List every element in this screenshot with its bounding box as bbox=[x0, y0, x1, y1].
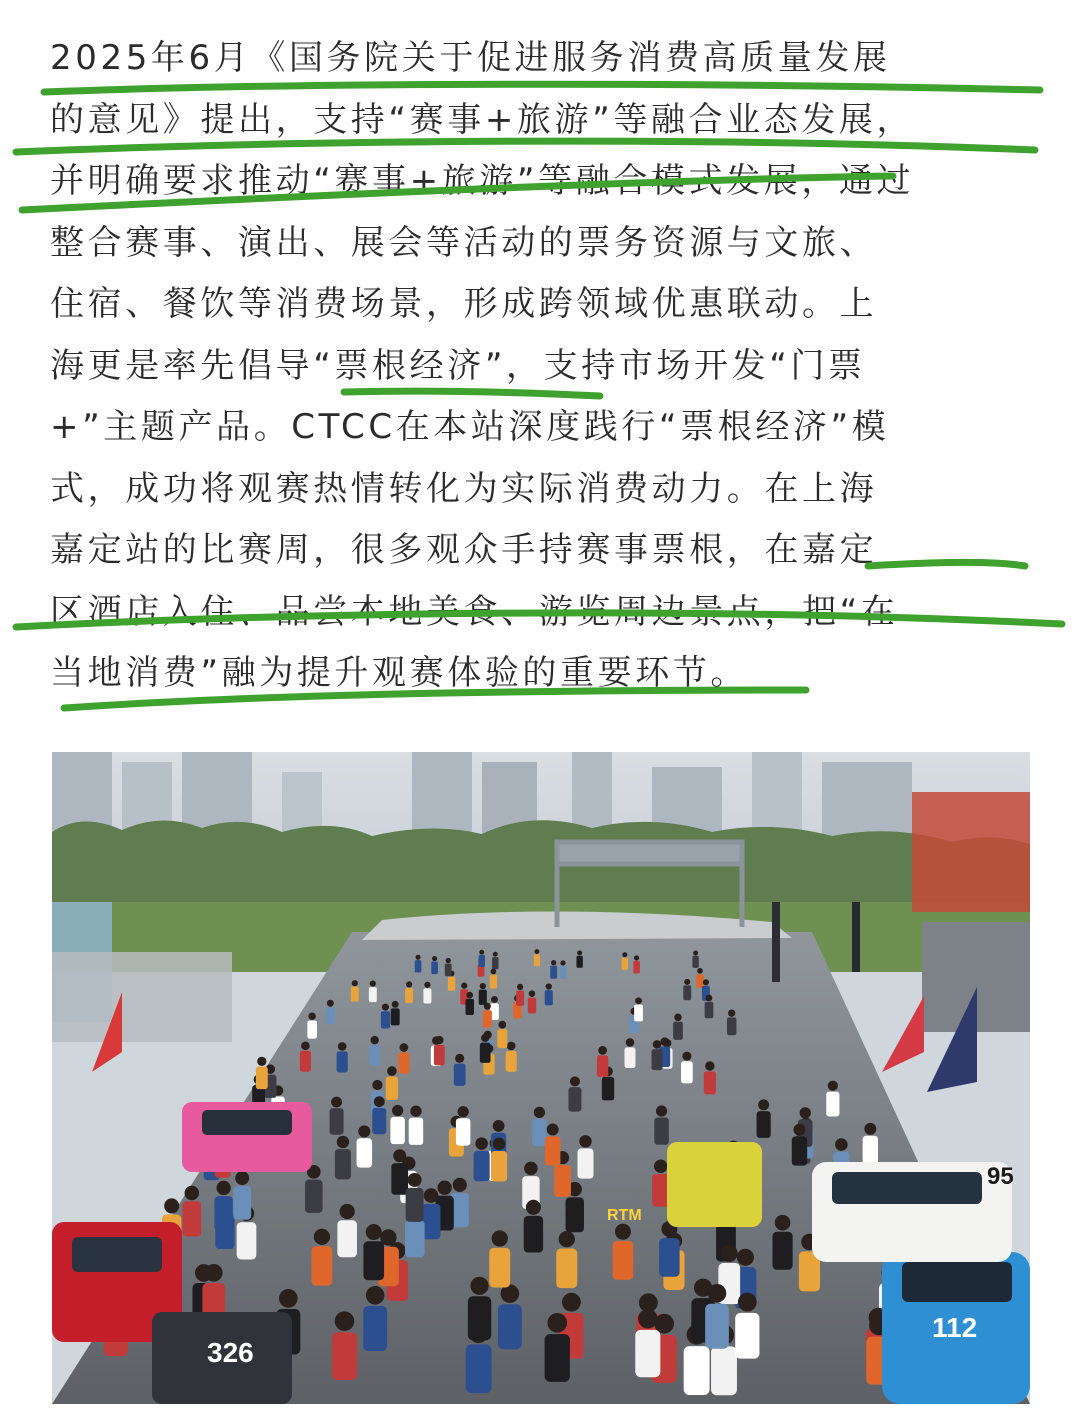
spectator-body bbox=[491, 1151, 507, 1181]
spectator-head bbox=[577, 950, 582, 955]
spectator-head bbox=[653, 1040, 662, 1049]
spectator-head bbox=[435, 1036, 443, 1044]
spectator-head bbox=[737, 1249, 754, 1266]
spectator-head bbox=[524, 1162, 538, 1176]
spectator-head bbox=[492, 1230, 508, 1246]
spectator-body bbox=[405, 988, 413, 1003]
spectator-head bbox=[529, 990, 536, 997]
spectator-body bbox=[826, 1092, 839, 1117]
spectator-body bbox=[659, 1238, 679, 1277]
spectator-body bbox=[405, 1220, 425, 1257]
spectator-head bbox=[481, 1034, 489, 1042]
spectator-head bbox=[775, 1215, 791, 1231]
spectator-body bbox=[602, 1077, 614, 1100]
spectator-head bbox=[370, 1036, 378, 1044]
car-number-326: 326 bbox=[207, 1337, 254, 1368]
spectator-head bbox=[626, 1038, 635, 1047]
spectator-body bbox=[696, 974, 703, 988]
spectator-body bbox=[363, 1306, 387, 1351]
spectator-body bbox=[534, 954, 540, 966]
article-line-1: 2025年6月《国务院关于促进服务消费高质量发展 bbox=[50, 38, 891, 78]
spectator-head bbox=[374, 1096, 385, 1107]
spectator-body bbox=[390, 1117, 404, 1144]
spectator-head bbox=[705, 1061, 714, 1070]
spectator-body bbox=[332, 1332, 357, 1380]
spectator-head bbox=[738, 1293, 757, 1312]
spectator-body bbox=[214, 1196, 232, 1231]
spectator-body bbox=[337, 1051, 348, 1072]
article-line-8: 式，成功将观赛热情转化为实际消费动力。在上海 bbox=[50, 468, 878, 509]
spectator-head bbox=[392, 1001, 399, 1008]
spectator-head bbox=[684, 979, 690, 985]
spectator-head bbox=[400, 1043, 409, 1052]
spectator-head bbox=[534, 949, 539, 954]
spectator-body bbox=[863, 1136, 878, 1165]
car-number-112: 112 bbox=[932, 1312, 978, 1343]
spectator-body bbox=[423, 988, 431, 1003]
spectator-body bbox=[406, 1188, 424, 1222]
spectator-body bbox=[524, 1216, 543, 1253]
spectator-body bbox=[307, 1020, 317, 1038]
spectator-head bbox=[327, 1000, 334, 1007]
spectator-body bbox=[431, 961, 438, 974]
article-line-7: +”主题产品。CTCC在本站深度践行“票根经济”模 bbox=[50, 407, 890, 447]
spectator-head bbox=[864, 1123, 876, 1135]
spectator-head bbox=[387, 1066, 397, 1076]
spectator-body bbox=[182, 1201, 201, 1236]
spectator-head bbox=[358, 1125, 370, 1137]
article-text bbox=[50, 28, 1040, 705]
team-shirt-logo: RTM bbox=[607, 1207, 642, 1224]
spectator-head bbox=[656, 1105, 667, 1116]
spectator-body bbox=[391, 1163, 408, 1195]
spectator-body bbox=[545, 1136, 560, 1165]
spectator-body bbox=[735, 1313, 759, 1359]
spectator-head bbox=[721, 1245, 738, 1262]
spectator-body bbox=[434, 1045, 445, 1065]
spectator-head bbox=[340, 1204, 355, 1219]
spectator-head bbox=[517, 984, 523, 990]
spectator-head bbox=[308, 1012, 315, 1019]
spectator-head bbox=[598, 1046, 607, 1055]
spectator-body bbox=[652, 1174, 669, 1207]
spectator-body bbox=[465, 999, 474, 1015]
article-line-11: 当地消费”融为提升观赛体验的重要环节。 bbox=[50, 653, 749, 693]
spectator-body bbox=[468, 1296, 491, 1340]
spectator-body bbox=[532, 1119, 547, 1146]
spectator-head bbox=[493, 952, 498, 957]
spectator-body bbox=[576, 956, 582, 968]
spectator-body bbox=[483, 1010, 492, 1027]
spectator-head bbox=[491, 969, 497, 975]
spectator-head bbox=[458, 1106, 469, 1117]
spectator-head bbox=[185, 1186, 200, 1201]
spectator-body bbox=[448, 977, 455, 991]
spectator-head bbox=[164, 1198, 179, 1213]
race-paddock-photo bbox=[52, 752, 1030, 1404]
spectator-head bbox=[526, 1200, 541, 1215]
spectator-head bbox=[301, 1041, 310, 1050]
spectator-head bbox=[335, 1311, 355, 1331]
race-car-mid-left bbox=[182, 1102, 312, 1172]
spectator-body bbox=[633, 961, 640, 974]
spectator-head bbox=[382, 1004, 389, 1011]
spectator-head bbox=[372, 1080, 382, 1090]
spectator-head bbox=[392, 1105, 403, 1116]
spectator-body bbox=[369, 987, 377, 1002]
spectator-head bbox=[615, 1224, 631, 1240]
spectator-head bbox=[634, 955, 639, 960]
spectator-head bbox=[470, 1277, 488, 1295]
spectator-body bbox=[711, 1346, 737, 1395]
article-line-3: 并明确要求推动“赛事+旅游”等融合模式发展，通过 bbox=[50, 161, 915, 201]
spectator-head bbox=[547, 1124, 559, 1136]
spectator-head bbox=[331, 1097, 342, 1108]
spectator-head bbox=[560, 960, 565, 965]
spectator-head bbox=[479, 950, 484, 955]
spectator-head bbox=[406, 981, 412, 987]
spectator-body bbox=[566, 1197, 584, 1232]
spectator-body bbox=[381, 1011, 390, 1028]
spectator-head bbox=[455, 1054, 464, 1063]
spectator-head bbox=[708, 1284, 726, 1302]
spectator-head bbox=[654, 1160, 667, 1173]
spectator-body bbox=[673, 1022, 683, 1040]
spectator-body bbox=[409, 1118, 423, 1145]
right-grandstand bbox=[912, 792, 1030, 912]
spectator-head bbox=[559, 1231, 575, 1247]
spectator-head bbox=[570, 1076, 580, 1086]
spectator-head bbox=[370, 980, 376, 986]
spectator-head bbox=[562, 1293, 581, 1312]
spectator-head bbox=[551, 960, 556, 965]
spectator-head bbox=[491, 996, 498, 1003]
spectator-head bbox=[415, 955, 420, 960]
spectator-body bbox=[256, 1067, 268, 1090]
spectator-body bbox=[386, 1077, 398, 1100]
spectator-body bbox=[398, 1052, 409, 1073]
spectator-body bbox=[480, 1043, 491, 1063]
spectator-head bbox=[547, 1313, 567, 1333]
spectator-body bbox=[351, 987, 359, 1002]
spectator-head bbox=[235, 1171, 249, 1185]
spectator-head bbox=[424, 982, 430, 988]
spectator-body bbox=[625, 1047, 636, 1068]
spectator-body bbox=[372, 1108, 386, 1134]
spectator-body bbox=[335, 1149, 351, 1179]
spectator-body bbox=[474, 1151, 490, 1181]
spectator-body bbox=[683, 985, 691, 1000]
car-number-95: 95 bbox=[987, 1163, 1014, 1190]
spectator-body bbox=[337, 1220, 357, 1257]
spectator-body bbox=[506, 1051, 517, 1072]
spectator-head bbox=[728, 1009, 735, 1016]
spectator-body bbox=[326, 1007, 335, 1024]
spectator-body bbox=[613, 1241, 634, 1280]
spectator-body bbox=[692, 956, 698, 968]
spectator-body bbox=[556, 1248, 577, 1288]
spectator-head bbox=[408, 1173, 422, 1187]
spectator-head bbox=[697, 968, 703, 974]
article-line-2: 的意见》提出，支持“赛事+旅游”等融合业态发展， bbox=[50, 99, 915, 140]
spectator-body bbox=[369, 1045, 380, 1065]
spectator-head bbox=[622, 952, 627, 957]
spectator-body bbox=[391, 1008, 400, 1025]
spectator-head bbox=[453, 1178, 467, 1192]
spectator-head bbox=[314, 1229, 330, 1245]
spectator-body bbox=[363, 1241, 384, 1280]
spectator-head bbox=[800, 1107, 811, 1118]
spectator-body bbox=[577, 1148, 593, 1178]
spectator-body bbox=[479, 955, 485, 967]
spectator-head bbox=[693, 950, 698, 955]
spectator-body bbox=[550, 966, 557, 979]
spectator-head bbox=[534, 1107, 545, 1118]
spectator-body bbox=[622, 958, 628, 970]
spectator-head bbox=[410, 1106, 421, 1117]
spectator-body bbox=[492, 957, 498, 969]
spectator-body bbox=[757, 1111, 771, 1138]
spectator-head bbox=[579, 1135, 591, 1147]
spectator-head bbox=[674, 1014, 682, 1022]
spectator-head bbox=[424, 1188, 439, 1203]
spectator-head bbox=[660, 1037, 668, 1045]
spectator-head bbox=[366, 1224, 382, 1240]
spectator-head bbox=[546, 983, 552, 989]
spectator-head bbox=[758, 1099, 769, 1110]
spectator-head bbox=[493, 1120, 505, 1132]
race-car-yellow bbox=[667, 1142, 762, 1227]
spectator-body bbox=[305, 1180, 323, 1213]
spectator-head bbox=[338, 1042, 347, 1051]
spectator-head bbox=[393, 1149, 406, 1162]
spectator-body bbox=[237, 1222, 257, 1259]
spectator-body bbox=[330, 1108, 344, 1134]
spectator-body bbox=[311, 1246, 332, 1285]
spectator-body bbox=[489, 1248, 510, 1288]
spectator-body bbox=[681, 1061, 693, 1083]
spectator-head bbox=[205, 1264, 223, 1282]
spectator-head bbox=[828, 1081, 838, 1091]
spectator-body bbox=[652, 1049, 663, 1070]
spectator-head bbox=[635, 997, 642, 1004]
spectator-head bbox=[507, 1042, 516, 1051]
spectator-body bbox=[727, 1017, 736, 1035]
spectator-body bbox=[568, 1087, 581, 1111]
spectator-body bbox=[560, 966, 567, 979]
spectator-body bbox=[654, 1117, 668, 1144]
spectator-body bbox=[597, 1055, 608, 1076]
race-car-mid-right bbox=[812, 1162, 1014, 1262]
article-line-9: 嘉定站的比赛周，很多观众手持赛事票根，在嘉定 bbox=[50, 530, 878, 570]
spectator-body bbox=[792, 1137, 807, 1166]
spectator-body bbox=[233, 1186, 251, 1220]
article-line-6: 海更是率先倡导“票根经济”，支持市场开发“门票 bbox=[50, 345, 866, 386]
spectator-body bbox=[497, 1029, 507, 1048]
spectator-body bbox=[445, 964, 452, 977]
spectator-head bbox=[466, 992, 473, 999]
spectator-head bbox=[437, 1180, 451, 1194]
spectator-body bbox=[490, 975, 497, 989]
spectator-head bbox=[638, 1309, 658, 1329]
spectator-head bbox=[480, 983, 486, 989]
race-photo-illustration bbox=[52, 752, 1030, 1404]
race-car-right bbox=[882, 1252, 1030, 1404]
spectator-body bbox=[357, 1138, 373, 1167]
spectator-body bbox=[705, 1304, 729, 1349]
spectator-body bbox=[545, 1334, 570, 1382]
spectator-body bbox=[684, 1346, 710, 1395]
spectator-body bbox=[479, 990, 487, 1005]
article-line-5: 住宿、餐饮等消费场景，形成跨领域优惠联动。上 bbox=[50, 284, 878, 324]
spectator-head bbox=[682, 1052, 691, 1061]
spectator-body bbox=[634, 1005, 643, 1022]
spectator-head bbox=[706, 995, 713, 1002]
spectator-body bbox=[454, 1064, 466, 1086]
spectator-body bbox=[456, 1118, 471, 1145]
spectator-head bbox=[279, 1289, 298, 1308]
spectator-body bbox=[554, 1165, 571, 1197]
spectator-body bbox=[516, 991, 524, 1006]
spectator-body bbox=[498, 1304, 522, 1349]
spectator-body bbox=[300, 1051, 311, 1072]
spectator-head bbox=[461, 983, 467, 989]
spectator-body bbox=[466, 1344, 492, 1393]
spectator-head bbox=[475, 1137, 488, 1150]
spectator-body bbox=[772, 1232, 792, 1270]
spectator-body bbox=[528, 997, 536, 1013]
spectator-body bbox=[705, 1002, 714, 1018]
spectator-head bbox=[793, 1124, 805, 1136]
spectator-head bbox=[432, 956, 437, 961]
spectator-head bbox=[257, 1057, 266, 1066]
spectator-head bbox=[366, 1286, 385, 1305]
spectator-body bbox=[635, 1330, 660, 1377]
spectator-body bbox=[545, 990, 553, 1005]
spectator-head bbox=[352, 980, 358, 986]
spectator-head bbox=[703, 979, 709, 985]
spectator-body bbox=[704, 1071, 716, 1094]
spectator-head bbox=[446, 958, 451, 963]
spectator-body bbox=[415, 960, 422, 972]
spectator-head bbox=[337, 1136, 349, 1148]
article-line-10: 区酒店入住、品尝本地美食、游览周边景点，把“在 bbox=[50, 591, 899, 632]
spectator-head bbox=[493, 1138, 506, 1151]
spectator-head bbox=[216, 1181, 230, 1195]
article-line-4: 整合赛事、演出、展会等活动的票务资源与文旅、 bbox=[50, 222, 878, 263]
spectator-head bbox=[498, 1021, 506, 1029]
spectator-head bbox=[835, 1138, 848, 1151]
